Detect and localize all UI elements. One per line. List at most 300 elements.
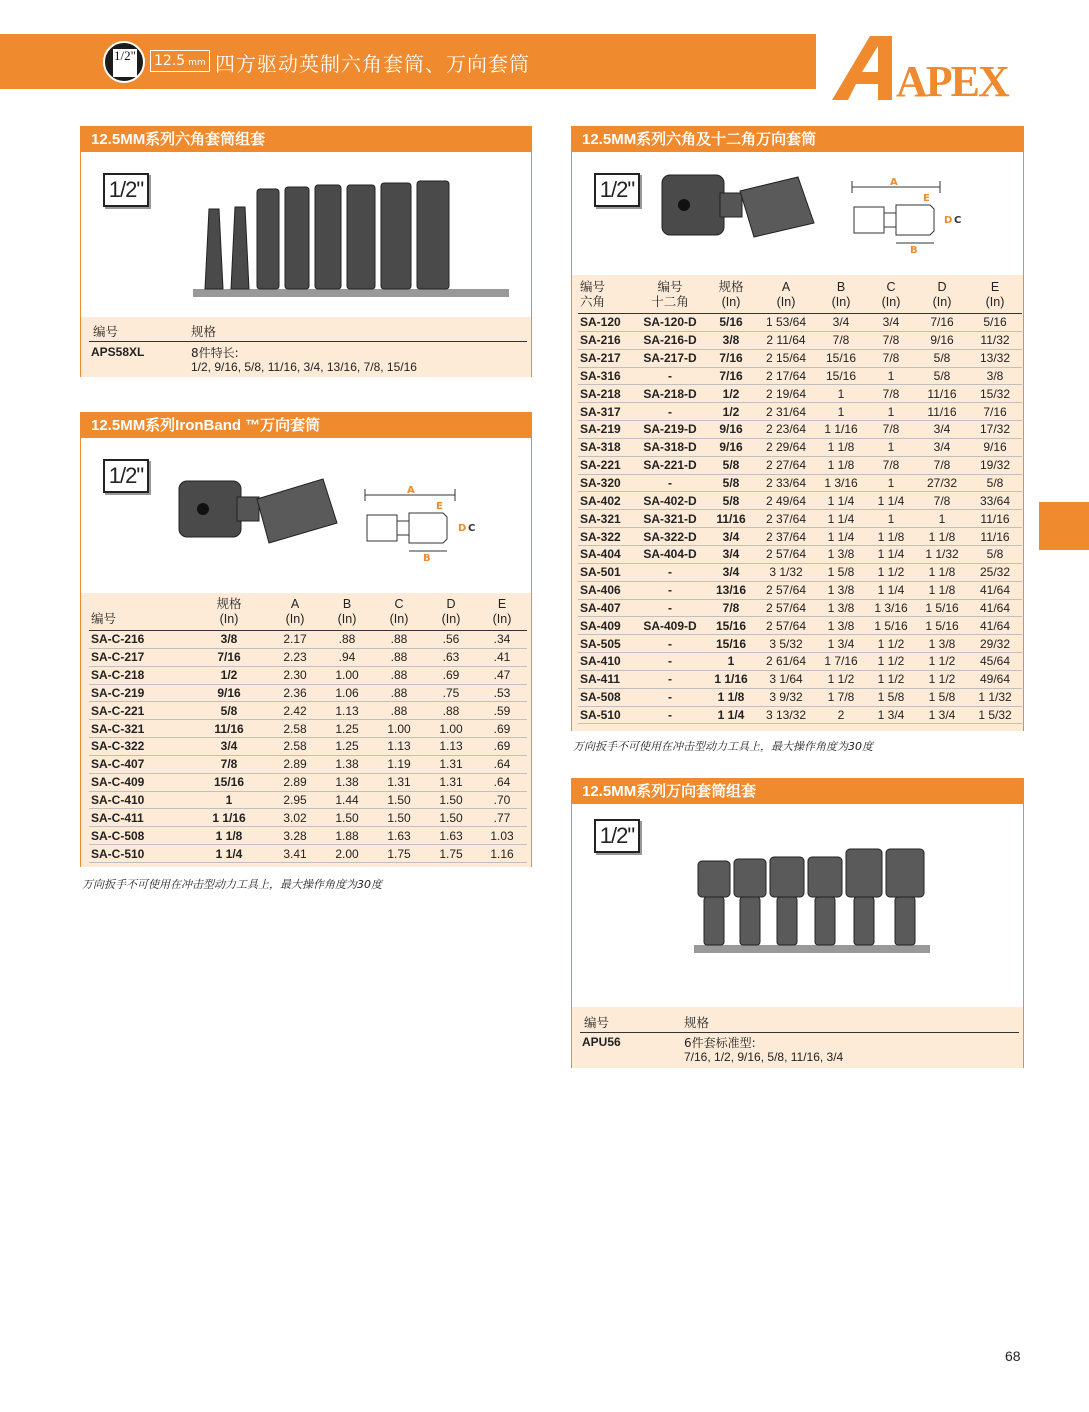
table-cell: .34: [477, 631, 527, 649]
table-row: [578, 421, 1022, 439]
table-cell: SA-218: [578, 385, 634, 403]
part-number: APS58XL: [91, 345, 145, 359]
column-header-unit: 十二角: [651, 295, 689, 309]
table-cell: 5/8: [916, 349, 968, 367]
column-header: [916, 280, 968, 314]
table-row: [578, 492, 1022, 510]
table-cell: 1 3/8: [916, 635, 968, 653]
table-cell: SA-320: [578, 474, 634, 492]
table-cell: 1 1/2: [916, 653, 968, 671]
table-cell: -: [634, 706, 706, 724]
drive-fraction: 1/2": [113, 49, 137, 77]
table-cell: 5/8: [706, 474, 756, 492]
table-cell: 7/8: [866, 331, 916, 349]
table-cell: -: [634, 688, 706, 706]
table-cell: 1 1/8: [816, 438, 866, 456]
table-row: [578, 456, 1022, 474]
spec-line-1: 8件特长:: [191, 346, 239, 360]
table-cell: SA-C-216: [89, 631, 189, 649]
table-cell: SA-321-D: [634, 510, 706, 528]
table-cell: 1 1/8: [706, 688, 756, 706]
table-cell: SA-C-407: [89, 755, 189, 773]
column-header-unit: 六角: [580, 295, 606, 309]
table-cell: 1 7/16: [816, 653, 866, 671]
column-header: [816, 280, 866, 314]
table-row: [89, 702, 527, 720]
table-row: [578, 706, 1022, 724]
table-row: [89, 827, 527, 845]
table-cell: SA-402-D: [634, 492, 706, 510]
table-cell: .69: [477, 720, 527, 738]
table-cell: 3/4: [189, 738, 269, 756]
column-header: [578, 280, 634, 314]
table-cell: 41/64: [968, 599, 1022, 617]
table-row: [578, 385, 1022, 403]
table-cell: 2 11/64: [756, 331, 816, 349]
universal-panel: [571, 126, 1024, 731]
table-cell: 7/8: [189, 755, 269, 773]
table-cell: 2.42: [269, 702, 321, 720]
table-cell: 15/16: [706, 635, 756, 653]
apex-logo: [830, 34, 1030, 104]
column-header: [634, 280, 706, 314]
table-cell: .41: [477, 648, 527, 666]
table-cell: 29/32: [968, 635, 1022, 653]
table-row: [89, 809, 527, 827]
table-cell: .88: [373, 684, 425, 702]
size-label: 1/2": [103, 459, 149, 493]
table-cell: 11/16: [706, 510, 756, 528]
dim-d-label: D: [458, 523, 467, 534]
table-cell: SA-402: [578, 492, 634, 510]
universal-socket-image: [658, 169, 818, 249]
table-cell: 17/32: [968, 421, 1022, 439]
table-cell: 1.06: [321, 684, 373, 702]
table-cell: -: [634, 670, 706, 688]
table-cell: -: [634, 563, 706, 581]
table-cell: 3/4: [916, 421, 968, 439]
column-header: [425, 597, 477, 631]
table-cell: 7/16: [968, 403, 1022, 421]
table-cell: 1 5/16: [866, 617, 916, 635]
table-cell: 2 57/64: [756, 599, 816, 617]
table-cell: SA-217-D: [634, 349, 706, 367]
table-cell: SA-411: [578, 670, 634, 688]
table-row: [578, 438, 1022, 456]
table-cell: 1.75: [425, 845, 477, 863]
table-cell: 7/8: [866, 349, 916, 367]
dim-a-label: A: [407, 485, 415, 496]
table-cell: 1.00: [373, 720, 425, 738]
column-header: [269, 597, 321, 631]
column-header-label: 编号: [91, 612, 117, 626]
table-cell: 13/16: [706, 581, 756, 599]
column-header-unit: (In): [985, 295, 1005, 309]
column-header-label: A: [290, 597, 300, 611]
table-cell: .88: [425, 702, 477, 720]
column-header-unit: (In): [389, 612, 409, 626]
table-cell: 1: [866, 510, 916, 528]
table-cell: 7/16: [706, 349, 756, 367]
table-cell: SA-221: [578, 456, 634, 474]
table-cell: 1.19: [373, 755, 425, 773]
table-cell: 1.31: [373, 773, 425, 791]
table-cell: -: [634, 653, 706, 671]
table-cell: 2 17/64: [756, 367, 816, 385]
table-cell: SA-219-D: [634, 421, 706, 439]
table-cell: 2.23: [269, 648, 321, 666]
table-cell: 1 1/4: [866, 545, 916, 563]
table-cell: 1 1/2: [866, 635, 916, 653]
table-cell: 7/16: [706, 367, 756, 385]
table-cell: 11/16: [189, 720, 269, 738]
table-cell: 15/16: [816, 349, 866, 367]
page-title: 四方驱动英制六角套筒、万向套筒: [215, 52, 530, 76]
table-cell: 1 5/8: [866, 688, 916, 706]
table-cell: 1 1/16: [706, 670, 756, 688]
table-cell: 2.36: [269, 684, 321, 702]
table-cell: 1: [866, 403, 916, 421]
table-cell: 2 61/64: [756, 653, 816, 671]
table-row: [89, 773, 527, 791]
column-header-label: A: [781, 280, 791, 294]
table-row: [578, 403, 1022, 421]
column-header: [968, 280, 1022, 314]
table-cell: SA-505: [578, 635, 634, 653]
table-cell: 1: [866, 474, 916, 492]
table-cell: 5/16: [968, 314, 1022, 332]
table-cell: 11/32: [968, 331, 1022, 349]
table-cell: 1 3/4: [916, 706, 968, 724]
table-cell: 2 31/64: [756, 403, 816, 421]
table-cell: 3 1/32: [756, 563, 816, 581]
table-cell: 2 57/64: [756, 617, 816, 635]
table-cell: 1 1/4: [866, 492, 916, 510]
table-cell: .88: [321, 631, 373, 649]
table-row: [89, 791, 527, 809]
table-cell: 1 1/2: [816, 670, 866, 688]
table-cell: 1 1/8: [916, 581, 968, 599]
column-header: [321, 597, 373, 631]
table-cell: 1.13: [321, 702, 373, 720]
table-cell: .64: [477, 773, 527, 791]
column-header-label: D: [446, 597, 456, 611]
table-cell: 9/16: [968, 438, 1022, 456]
universal-set-image: [692, 845, 932, 965]
table-cell: 1 1/2: [866, 653, 916, 671]
table-row: [578, 617, 1022, 635]
table-cell: 9/16: [916, 331, 968, 349]
col-no-header: 编号: [584, 1015, 610, 1030]
table-cell: 1 1/16: [816, 421, 866, 439]
universal-set-panel: [571, 778, 1024, 1068]
table-cell: 3/4: [816, 314, 866, 332]
table-row: [89, 684, 527, 702]
column-header-unit: (In): [285, 612, 305, 626]
table-cell: 3.41: [269, 845, 321, 863]
table-cell: SA-120-D: [634, 314, 706, 332]
table-cell: SA-322: [578, 528, 634, 546]
table-cell: 1 1/4: [816, 510, 866, 528]
table-row: [578, 545, 1022, 563]
column-header: [706, 280, 756, 314]
table-cell: 15/16: [706, 617, 756, 635]
table-cell: 45/64: [968, 653, 1022, 671]
table-cell: 1.00: [425, 720, 477, 738]
table-row: [578, 635, 1022, 653]
table-cell: 2 33/64: [756, 474, 816, 492]
col-spec-header: 规格: [684, 1015, 710, 1030]
table-cell: .75: [425, 684, 477, 702]
column-header-unit: (In): [492, 612, 512, 626]
column-header: [373, 597, 425, 631]
table-cell: 2 15/64: [756, 349, 816, 367]
table-cell: 3/4: [866, 314, 916, 332]
ironband-panel: [80, 412, 532, 867]
table-cell: 2 37/64: [756, 528, 816, 546]
table-cell: SA-217: [578, 349, 634, 367]
table-cell: 3 13/32: [756, 706, 816, 724]
table-cell: SA-C-411: [89, 809, 189, 827]
table-cell: 1 5/8: [916, 688, 968, 706]
table-cell: 1: [189, 791, 269, 809]
table-cell: 1 1/2: [866, 670, 916, 688]
table-cell: 2.58: [269, 720, 321, 738]
table-cell: -: [634, 403, 706, 421]
table-row: [578, 349, 1022, 367]
table-cell: 1.50: [321, 809, 373, 827]
table-cell: 3/8: [189, 631, 269, 649]
column-header-label: D: [937, 280, 947, 294]
table-cell: 3/4: [706, 563, 756, 581]
table-row: [89, 648, 527, 666]
table-row: [89, 845, 527, 863]
table-cell: SA-409-D: [634, 617, 706, 635]
table-cell: SA-C-510: [89, 845, 189, 863]
table-row: [89, 666, 527, 684]
column-header-unit: (In): [932, 295, 952, 309]
table-cell: 1.00: [321, 666, 373, 684]
table-cell: 7/16: [189, 648, 269, 666]
table-row: [578, 510, 1022, 528]
table-cell: SA-318: [578, 438, 634, 456]
table-cell: 1 3/4: [866, 706, 916, 724]
table-cell: SA-C-217: [89, 648, 189, 666]
table-cell: 1 7/8: [816, 688, 866, 706]
table-cell: 11/16: [968, 528, 1022, 546]
long-socket-row: [205, 181, 449, 289]
table-cell: 1.63: [373, 827, 425, 845]
column-header-unit: (In): [881, 295, 901, 309]
table-cell: SA-316: [578, 367, 634, 385]
spec-line-2: 1/2, 9/16, 5/8, 11/16, 3/4, 13/16, 7/8, 15/16: [191, 360, 417, 374]
table-cell: 1: [866, 438, 916, 456]
size-label: 1/2": [594, 819, 640, 853]
table-cell: .56: [425, 631, 477, 649]
table-cell: .70: [477, 791, 527, 809]
col-no-header: 编号: [93, 324, 119, 339]
table-cell: 41/64: [968, 581, 1022, 599]
table-cell: 1.50: [425, 791, 477, 809]
column-header: [189, 597, 269, 631]
table-cell: 19/32: [968, 456, 1022, 474]
part-number: APU56: [582, 1035, 621, 1049]
table-cell: 2 37/64: [756, 510, 816, 528]
spec-line-1: 6件套标准型:: [684, 1036, 756, 1050]
table-row: [578, 474, 1022, 492]
table-cell: 1.38: [321, 755, 373, 773]
table-cell: 7/8: [816, 331, 866, 349]
table-cell: SA-C-221: [89, 702, 189, 720]
table-cell: -: [634, 474, 706, 492]
table-cell: SA-221-D: [634, 456, 706, 474]
table-cell: 1.03: [477, 827, 527, 845]
table-row: [89, 755, 527, 773]
table-cell: 2.30: [269, 666, 321, 684]
dim-a-label: A: [890, 177, 898, 188]
dim-b-label: B: [423, 553, 431, 564]
table-cell: 2 57/64: [756, 581, 816, 599]
column-header: [477, 597, 527, 631]
drive-size-badge: [103, 41, 145, 83]
table-cell: SA-410: [578, 653, 634, 671]
page-number: 68: [1005, 1348, 1021, 1364]
table-cell: .63: [425, 648, 477, 666]
table-cell: 5/8: [916, 367, 968, 385]
table-row: [578, 581, 1022, 599]
table-row: [578, 670, 1022, 688]
table-row: [89, 738, 527, 756]
table-cell: -: [634, 581, 706, 599]
table-cell: .77: [477, 809, 527, 827]
table-cell: -: [634, 367, 706, 385]
table-cell: SA-510: [578, 706, 634, 724]
table-cell: 1 3/8: [816, 581, 866, 599]
table-cell: 1: [866, 367, 916, 385]
table-cell: 1 5/8: [816, 563, 866, 581]
column-header-label: C: [394, 597, 404, 611]
ironband-socket-image: [173, 473, 353, 553]
table-cell: 1.50: [373, 791, 425, 809]
table-cell: .64: [477, 755, 527, 773]
table-cell: 2.89: [269, 755, 321, 773]
dim-c-label: C: [468, 523, 476, 534]
table-cell: .59: [477, 702, 527, 720]
universal-title: 12.5MM系列六角及十二角万向套筒: [572, 127, 1023, 152]
table-cell: 1 3/16: [816, 474, 866, 492]
table-row: [578, 563, 1022, 581]
table-cell: 1 1/32: [968, 688, 1022, 706]
table-cell: 11/16: [916, 385, 968, 403]
table-cell: 1 1/4: [866, 581, 916, 599]
dim-c-label: C: [954, 215, 962, 226]
table-cell: 1.25: [321, 738, 373, 756]
table-cell: 7/8: [916, 456, 968, 474]
table-cell: .88: [373, 702, 425, 720]
table-cell: 2.89: [269, 773, 321, 791]
table-cell: SA-407: [578, 599, 634, 617]
column-header-unit: (In): [831, 295, 851, 309]
table-cell: SA-C-321: [89, 720, 189, 738]
table-cell: 1 5/16: [916, 599, 968, 617]
table-cell: 11/16: [968, 510, 1022, 528]
table-cell: 3/8: [968, 367, 1022, 385]
table-cell: 1: [816, 403, 866, 421]
table-cell: SA-317: [578, 403, 634, 421]
table-cell: 7/8: [866, 421, 916, 439]
table-cell: SA-318-D: [634, 438, 706, 456]
table-cell: 1 1/16: [189, 809, 269, 827]
column-header-label: B: [342, 597, 352, 611]
table-cell: SA-C-410: [89, 791, 189, 809]
table-cell: 1.13: [425, 738, 477, 756]
table-cell: SA-C-409: [89, 773, 189, 791]
table-cell: SA-409: [578, 617, 634, 635]
table-cell: 3/4: [706, 528, 756, 546]
table-cell: 1 53/64: [756, 314, 816, 332]
table-cell: 2 57/64: [756, 545, 816, 563]
table-cell: 1 1/4: [189, 845, 269, 863]
ironband-table: [89, 597, 527, 863]
dimension-diagram: [363, 485, 483, 565]
table-cell: 1: [816, 385, 866, 403]
table-cell: 1 5/16: [916, 617, 968, 635]
table-cell: 1.38: [321, 773, 373, 791]
table-cell: 1.63: [425, 827, 477, 845]
table-cell: 3/4: [706, 545, 756, 563]
table-cell: 15/16: [189, 773, 269, 791]
table-cell: SA-406: [578, 581, 634, 599]
column-header-label: 规格: [216, 597, 242, 611]
table-cell: 1 1/2: [866, 563, 916, 581]
table-cell: 5/8: [968, 474, 1022, 492]
table-row: [578, 599, 1022, 617]
table-cell: 7/8: [916, 492, 968, 510]
table-cell: 2.95: [269, 791, 321, 809]
table-cell: 7/16: [916, 314, 968, 332]
logo-text: APEX: [896, 57, 1008, 106]
table-cell: 9/16: [706, 438, 756, 456]
table-cell: 3/8: [706, 331, 756, 349]
table-row: [578, 528, 1022, 546]
table-cell: 1/2: [706, 403, 756, 421]
mm-unit: mm: [188, 58, 206, 68]
table-cell: 5/8: [968, 545, 1022, 563]
table-cell: SA-321: [578, 510, 634, 528]
table-cell: -: [634, 635, 706, 653]
col-spec-header: 规格: [191, 324, 217, 339]
dim-e-label: E: [923, 193, 930, 204]
hex-socket-set-panel: [80, 126, 532, 377]
table-cell: 1 1/4: [816, 492, 866, 510]
table-cell: .94: [321, 648, 373, 666]
table-cell: 1 3/4: [816, 635, 866, 653]
column-header-unit: (In): [219, 612, 239, 626]
table-cell: 1.50: [425, 809, 477, 827]
table-cell: 1.25: [321, 720, 373, 738]
spec-divider: [580, 1032, 1019, 1033]
table-cell: 3 1/64: [756, 670, 816, 688]
ironband-title: 12.5MM系列IronBand ™万向套筒: [81, 413, 531, 438]
table-cell: 3.28: [269, 827, 321, 845]
table-cell: -: [634, 599, 706, 617]
table-cell: SA-C-218: [89, 666, 189, 684]
spec-divider: [89, 341, 527, 342]
table-cell: 15/32: [968, 385, 1022, 403]
table-cell: 1: [916, 510, 968, 528]
table-cell: SA-219: [578, 421, 634, 439]
universal-note: 万向扳手不可使用在冲击型动力工具上，最大操作角度为30度: [573, 740, 873, 753]
